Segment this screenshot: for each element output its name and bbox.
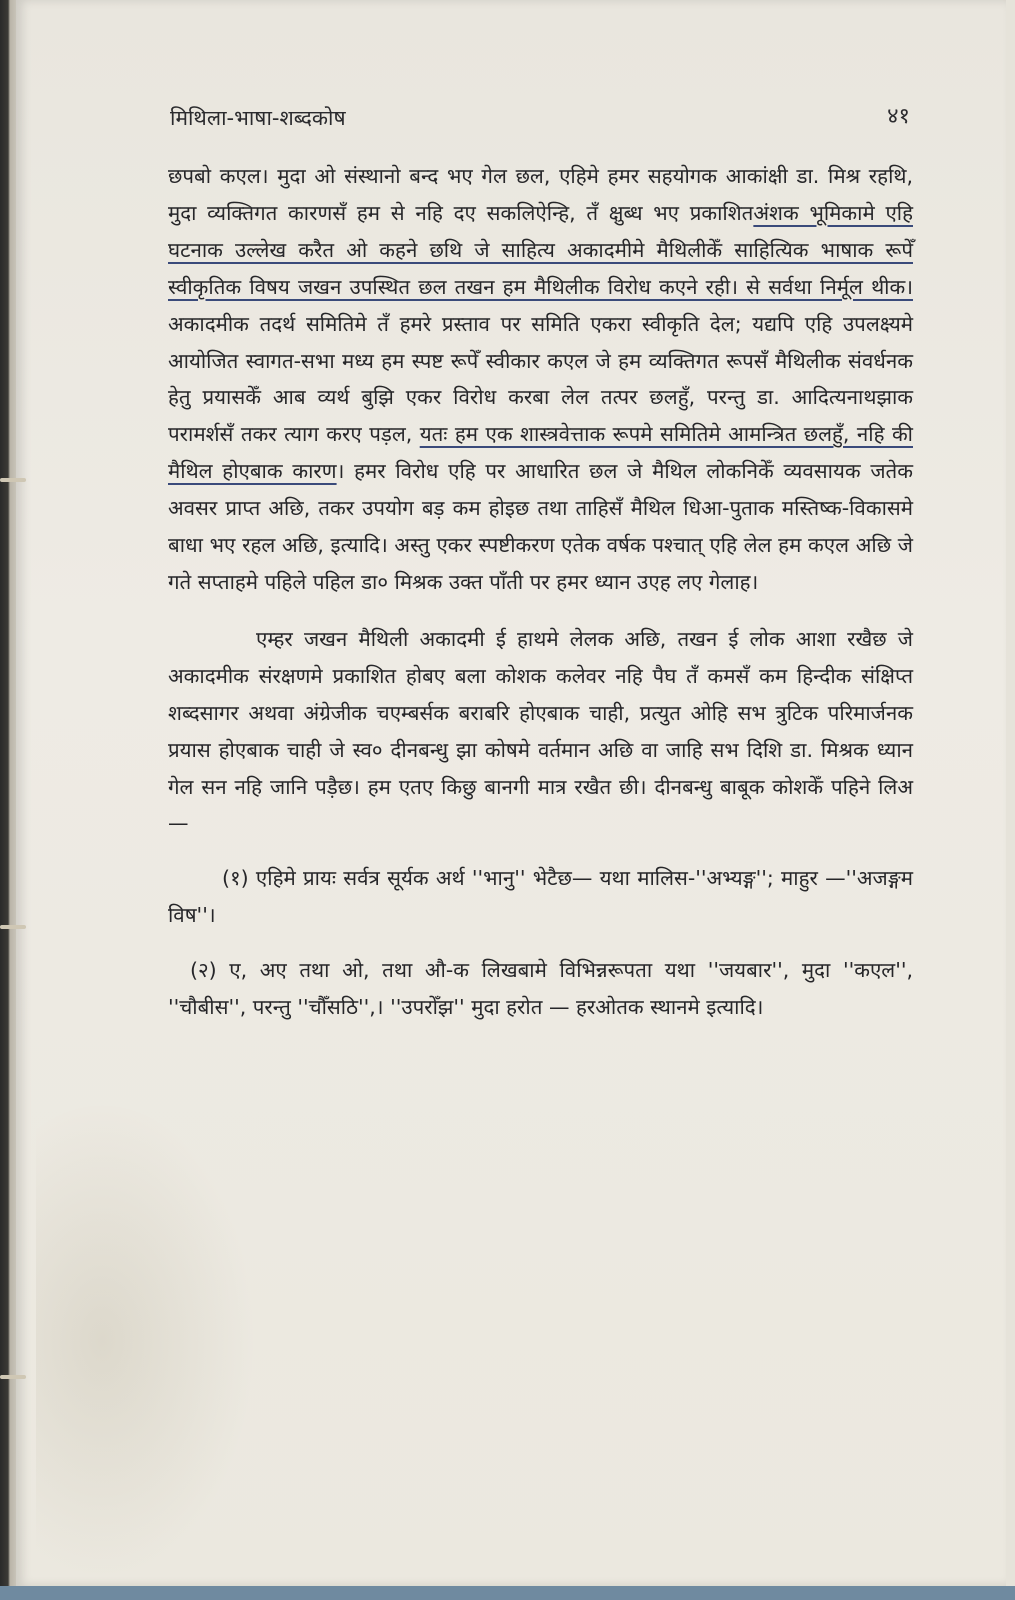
page-header bbox=[170, 100, 910, 140]
running-head: मिथिला-भाषा-शब्दकोष bbox=[170, 106, 346, 130]
paragraph-2: एम्हर जखन मैथिली अकादमी ई हाथमे लेलक अछि, तखन ई लोक आशा रखैछ जे अकादमीक संरक्षणमे प्रकाशित होबए बला कोशक कलेवर नहि पैघ तँ कमसँ कम हिन्दीक संक्षिप्त शब्दसागर अथवा अंग्रेजीक चएम्बर्सक बराबरि होएबाक चाही, प्रत्युत ओहि सभ त्रुटिक परिमार्जनक प्रयास होएबाक चाही जे स्व० दीनबन्धु झा कोषमे वर्तमान अछि वा जाहि सभ दिशि डा. मिश्रक ध्यान गेल सन नहि जानि पड़ैछ। हम एतए किछु बानगी मात्र रखैत छी। दीनबन्धु बाबूक कोशकेँ पहिने लिअ — bbox=[168, 626, 913, 836]
paragraph-1 bbox=[168, 158, 913, 601]
page-stain bbox=[36, 1100, 256, 1580]
list-item-2: (२) ए, अए तथा ओ, तथा औ-क लिखबामे विभिन्नरूपता यथा ''जयबार'', मुदा ''कएल'', ''चौबीस'', परन्तु ''चौँसठि'',। ''उपरोँझ'' मुदा हरोत — हरओतक स्थानमे इत्यादि। bbox=[168, 958, 913, 1020]
binding-thread bbox=[0, 925, 26, 929]
binding-thread bbox=[0, 1375, 26, 1379]
text-run: । हमर विरोध एहि पर आधारित छल जे मैथिल लोकनिकेँ व्यवसायक जतेक अवसर प्राप्त अछि, तकर उपयोग बड़ कम होइछ तथा ताहिसँ मैथिल धिआ-पुताक मस्तिष्क-विकासमे बाधा भए रहल अछि, इत्यादि। अस्तु एकर स्पष्टीकरण एतेक वर्षक पश्चात् एहि लेल हम कएल अछि जे गते सप्ताहमे पहिले पहिल डा० मिश्रक उक्त पाँती पर हमर ध्यान उएह लए गेलाह। bbox=[168, 459, 913, 594]
body-text bbox=[168, 158, 913, 1026]
background-edge bbox=[0, 1586, 1015, 1600]
pen-underlined-text: अंशक भूमिकामे एहि घटनाक उल्लेख करैत ओ कहने छथि जे साहित्य अकादमीमे मैथिलीकेँ साहित्यिक भाषाक रूपेँ स्वीकृतिक विषय जखन उपस्थित छल तखन हम मैथिलीक विरोध कएने रही। से सर्वथा निर्मूल थीक। bbox=[168, 200, 913, 299]
pen-underlined-text: यतः हम एक शास्त्रवेत्ताक रूपमे समितिमे आमन्त्रित छलहुँ, नहि की मैथिल होएबाक कारण bbox=[168, 422, 913, 484]
list-item-1: (१) एहिमे प्रायः सर्वत्र सूर्यक अर्थ ''भानु'' भेटैछ— यथा मालिस-''अभ्यङ्ग''; माहुर —''अजङ्गम विष''। bbox=[168, 866, 913, 928]
text-run: अकादमीक तदर्थ समितिमे तँ हमरे प्रस्ताव पर समिति एकरा स्वीकृति देल; यद्यपि एहि उपलक्ष्यमे आयोजित स्वागत-सभा मध्य हम स्पष्ट रूपेँ स्वीकार कएल जे हम व्यक्तिगत रूपसँ मैथिलीक संवर्धनक हेतु प्रयासकेँ आब व्यर्थ बुझि एकर विरोध करबा लेल तत्पर छलहुँ, परन्तु डा. आदित्यनाथझाक परामर्शसँ तकर त्याग करए पड़ल, bbox=[168, 311, 913, 447]
binding-thread bbox=[0, 478, 26, 482]
page-number: ४१ bbox=[887, 104, 910, 129]
text-run: छपबो कएल। मुदा ओ संस्थानो बन्द भए गेल छल, एहिमे हमर सहयोगक आकांक्षी डा. मिश्र रहथि, मुदा व्यक्तिगत कारणसँ हम से नहि दए सकलिऐन्हि, तँ क्षुब्ध भए प्रकाशित bbox=[168, 164, 913, 225]
